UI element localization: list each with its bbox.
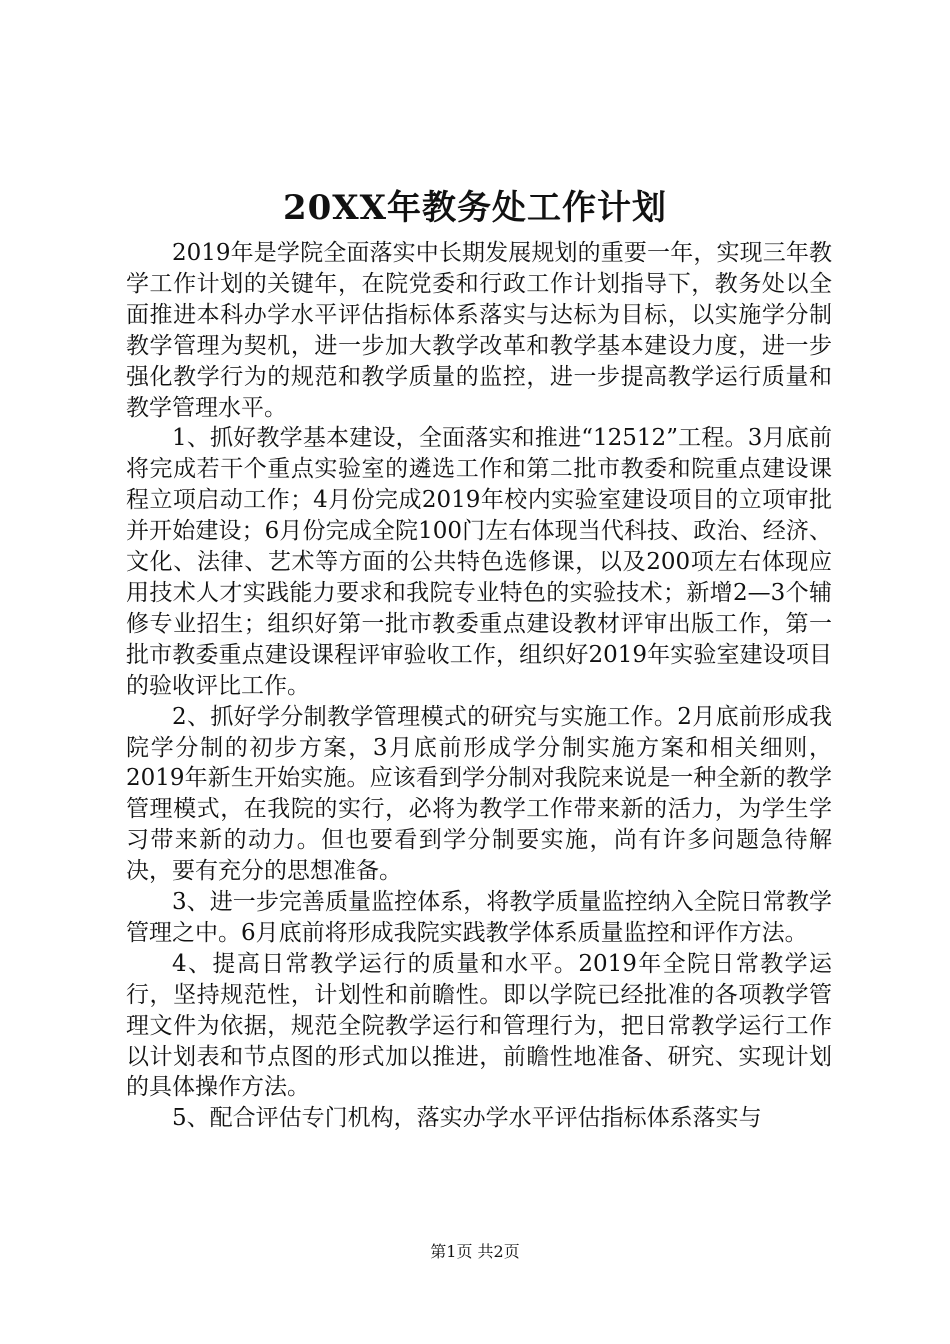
- paragraph-intro: 2019年是学院全面落实中长期发展规划的重要一年，实现三年教学工作计划的关键年，在院党委和行政工作计划指导下，教务处以全面推进本科办学水平评估指标体系落实与达标为目标，以实施学分制教学管理为契机，进一步加大教学改革和教学基本建设力度，进一步强化教学行为的规范和教学质量的监控，进一步提高教学运行质量和教学管理水平。: [126, 240, 832, 421]
- page-footer: 第1页 共2页: [430, 1242, 520, 1261]
- paragraph-item-1: 1、抓好教学基本建设，全面落实和推进“12512”工程。3月底前将完成若干个重点实验室的遴选工作和第二批市教委和院重点建设课程立项启动工作；4月份完成2019年校内实验室建设项目的立项审批并开始建设；6月份完成全院100门左右体现当代科技、政治、经济、文化、法律、艺术等方面的公共特色选修课，以及200项左右体现应用技术人才实践能力要求和我院专业特色的实验技术；新增2—3个辅修专业招生；组织好第一批市教委重点建设教材评审出版工作，第一批市教委重点建设课程评审验收工作，组织好2019年实验室建设项目的验收评比工作。: [126, 425, 832, 699]
- paragraph-item-5: 5、配合评估专门机构，落实办学水平评估指标体系落实与: [172, 1105, 762, 1132]
- document-body: [126, 238, 832, 1134]
- paragraph-item-3: 3、进一步完善质量监控体系，将教学质量监控纳入全院日常教学管理之中。6月底前将形成我院实践教学体系质量监控和评作方法。: [126, 889, 832, 946]
- paragraph-item-4: 4、提高日常教学运行的质量和水平。2019年全院日常教学运行，坚持规范性，计划性和前瞻性。即以学院已经批准的各项教学管理文件为依据，规范全院教学运行和管理行为，把日常教学运行工作以计划表和节点图的形式加以推进，前瞻性地准备、研究、实现计划的具体操作方法。: [126, 950, 832, 1101]
- document-title: 20XX年教务处工作计划: [282, 188, 668, 228]
- paragraph-item-2: 2、抓好学分制教学管理模式的研究与实施工作。2月底前形成我院学分制的初步方案，3月底前形成学分制实施方案和相关细则，2019年新生开始实施。应该看到学分制对我院来说是一种全新的教学管理模式，在我院的实行，必将为教学工作带来新的活力，为学生学习带来新的动力。但也要看到学分制要实施，尚有许多问题急待解决，要有充分的思想准备。: [126, 703, 832, 885]
